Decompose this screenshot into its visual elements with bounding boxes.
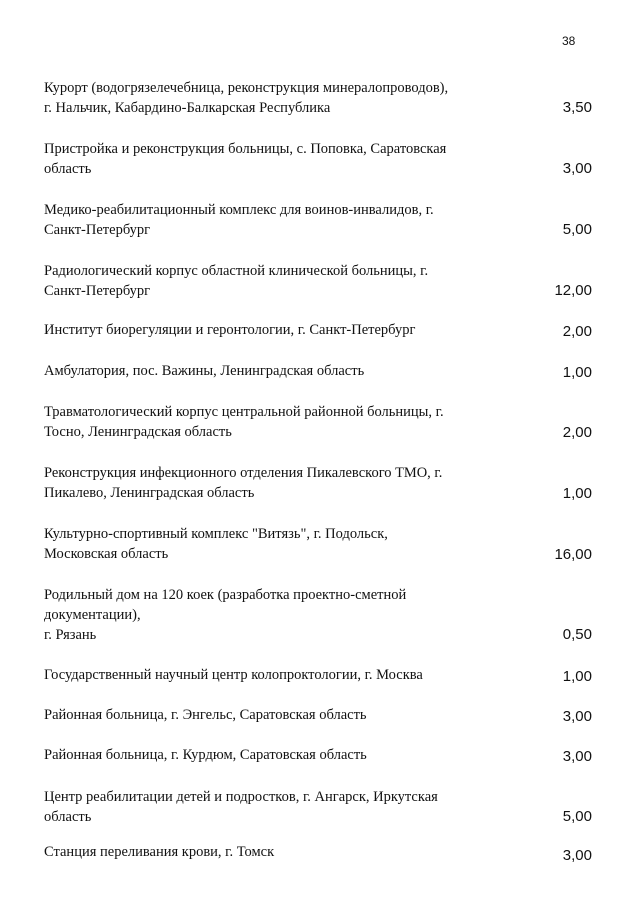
entry-amount: 5,00 xyxy=(562,808,592,825)
entry-description: Курорт (водогрязелечебница, реконструкция минералопроводов), г. Нальчик, Кабардино-Балкарская Республика xyxy=(44,80,449,116)
entry-description: Медико-реабилитационный комплекс для воинов-инвалидов, г. Санкт-Петербург xyxy=(44,202,434,238)
entry-amount: 2,00 xyxy=(562,424,592,441)
entry-amount: 2,00 xyxy=(562,323,592,340)
entry-amount: 12,00 xyxy=(554,282,592,299)
entry-description: Родильный дом на 120 коек (разработка проектно-сметной документации), г. Рязань xyxy=(44,587,407,643)
entry-description: Реконструкция инфекционного отделения Пикалевского ТМО, г. Пикалево, Ленинградская область xyxy=(44,465,443,501)
entry-description: Государственный научный центр колопроктологии, г. Москва xyxy=(44,667,423,683)
entry-amount: 16,00 xyxy=(554,546,592,563)
entry-description: Институт биорегуляции и геронтологии, г. Санкт-Петербург xyxy=(44,322,416,338)
entry-amount: 3,00 xyxy=(562,708,592,725)
entry-amount: 3,00 xyxy=(562,160,592,177)
entry-amount: 3,50 xyxy=(562,99,592,116)
entry-amount: 1,00 xyxy=(562,668,592,685)
entry-description: Районная больница, г. Курдюм, Саратовская область xyxy=(44,747,367,763)
page-number: 38 xyxy=(562,34,576,48)
entry-amount: 3,00 xyxy=(562,847,592,864)
entry-amount: 5,00 xyxy=(562,221,592,238)
entry-description: Радиологический корпус областной клинической больницы, г. Санкт-Петербург xyxy=(44,263,429,299)
entry-description: Культурно-спортивный комплекс "Витязь", г. Подольск, Московская область xyxy=(44,526,388,562)
entry-amount: 3,00 xyxy=(562,748,592,765)
entry-description: Станция переливания крови, г. Томск xyxy=(44,844,275,860)
entry-amount: 0,50 xyxy=(562,626,592,643)
entry-amount: 1,00 xyxy=(562,364,592,381)
entry-description: Центр реабилитации детей и подростков, г. Ангарск, Иркутская область xyxy=(44,789,438,825)
entry-description: Пристройка и реконструкция больницы, с. Поповка, Саратовская область xyxy=(44,141,447,177)
entry-description: Амбулатория, пос. Важины, Ленинградская область xyxy=(44,363,365,379)
entry-description: Травматологический корпус центральной районной больницы, г. Тосно, Ленинградская область xyxy=(44,404,444,440)
entry-description: Районная больница, г. Энгельс, Саратовская область xyxy=(44,707,367,723)
entry-amount: 1,00 xyxy=(562,485,592,502)
